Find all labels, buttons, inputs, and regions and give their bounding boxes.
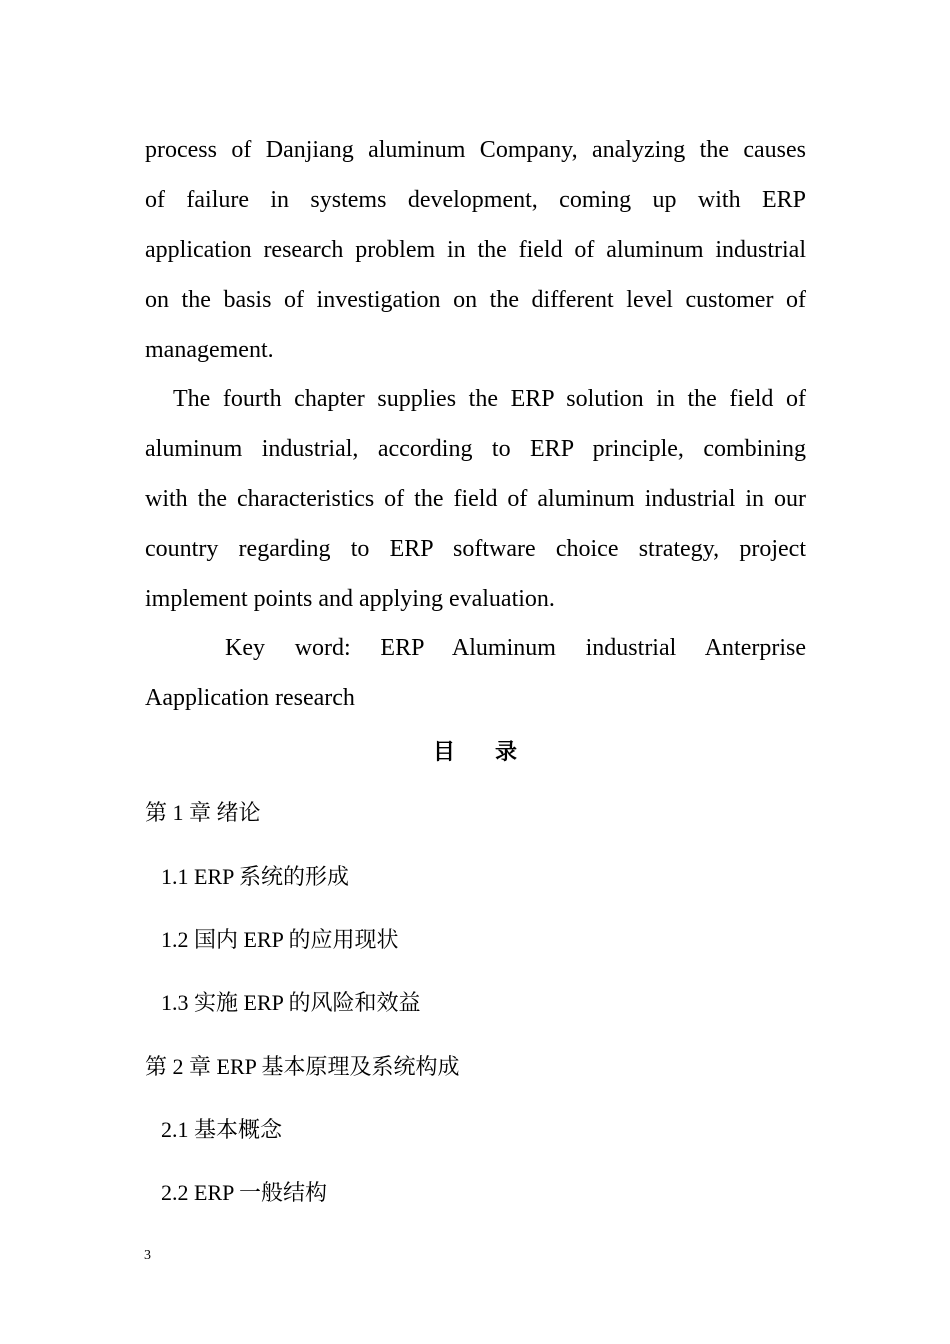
keywords-line: Aapplication research: [145, 685, 355, 711]
text-line: The fourth chapter supplies the ERP solution in the field of: [173, 386, 806, 412]
text-line: aluminum industrial, according to ERP principle, combining: [145, 436, 806, 462]
toc-chapter-2[interactable]: 第 2 章 ERP 基本原理及系统构成: [145, 1054, 460, 1079]
text-line: with the characteristics of the field of aluminum industrial in our: [145, 486, 806, 512]
toc-section-1-1[interactable]: 1.1 ERP 系统的形成: [161, 864, 350, 889]
toc-section-2-2[interactable]: 2.2 ERP 一般结构: [161, 1180, 328, 1205]
text-line: management.: [145, 337, 274, 363]
keywords-line: Key word: ERP Aluminum industrial Anterprise: [225, 635, 806, 661]
toc-section-1-3[interactable]: 1.3 实施 ERP 的风险和效益: [161, 990, 421, 1015]
text-line: of failure in systems development, coming up with ERP: [145, 187, 806, 213]
text-line: process of Danjiang aluminum Company, analyzing the causes: [145, 137, 806, 163]
page-number: 3: [144, 1248, 151, 1263]
text-line: country regarding to ERP software choice strategy, project: [145, 536, 806, 562]
toc-title: 目录: [432, 740, 557, 765]
toc-section-2-1[interactable]: 2.1 基本概念: [161, 1117, 283, 1142]
text-line: on the basis of investigation on the different level customer of: [145, 287, 806, 313]
text-line: implement points and applying evaluation.: [145, 586, 555, 612]
text-line: application research problem in the field of aluminum industrial: [145, 237, 806, 263]
keywords-paragraph: [145, 623, 806, 723]
toc-section-1-2[interactable]: 1.2 国内 ERP 的应用现状: [161, 927, 399, 952]
toc-chapter-1[interactable]: 第 1 章 绪论: [145, 800, 261, 825]
abstract-paragraph-1: [145, 125, 806, 375]
abstract-paragraph-2: [145, 374, 806, 624]
